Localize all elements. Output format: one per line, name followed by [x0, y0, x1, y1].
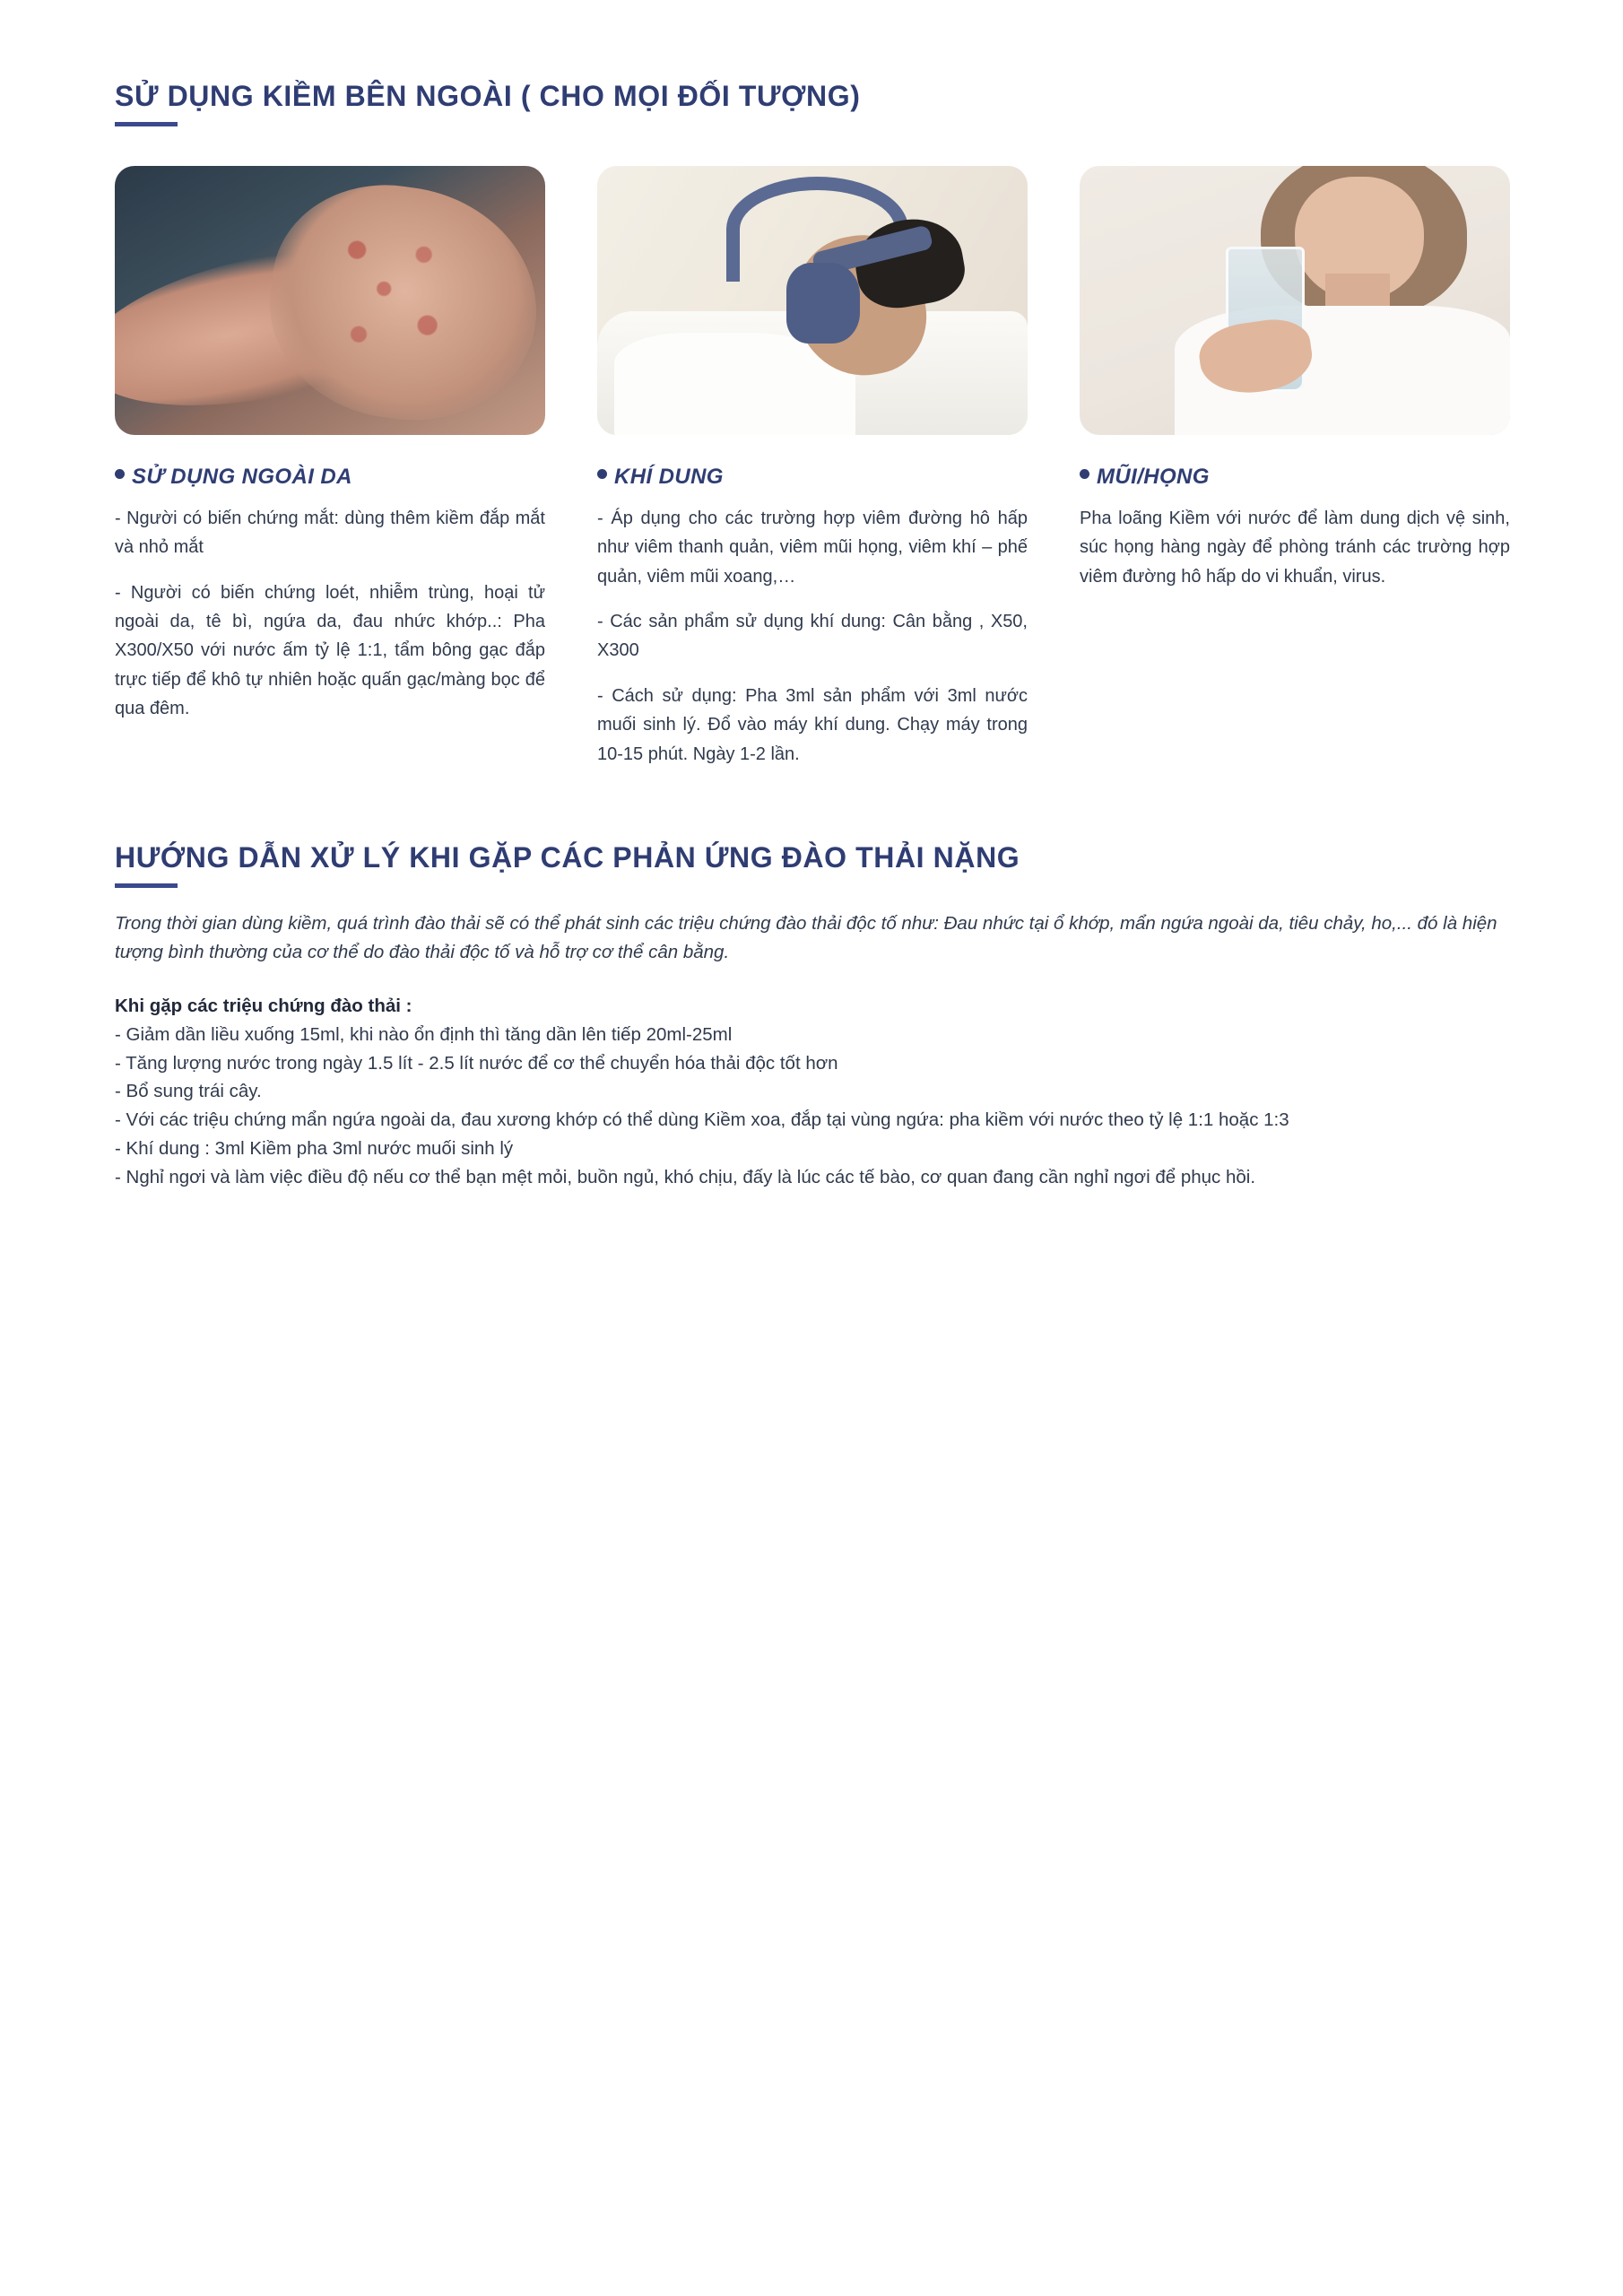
column-nose-throat — [1080, 166, 1510, 785]
column-nose-throat-title — [1080, 465, 1510, 489]
section-two-intro: Trong thời gian dùng kiềm, quá trình đào thải sẽ có thể phát sinh các triệu chứng đào thải độc tố như: Đau nhức tại ổ khớp, mẩn ngứa ngoài da, tiêu chảy, ho,... đó là hiện tượng bình thường của cơ thể do đào thải độc tố và hỗ trợ cơ thể cân bằng. — [115, 913, 1497, 963]
list-item: - Tăng lượng nước trong ngày 1.5 lít - 2.5 lít nước để cơ thể chuyển hóa thải độc tốt hơn — [115, 1052, 838, 1074]
column-skin-paragraph-2: - Người có biến chứng loét, nhiễm trùng, hoại tử ngoài da, tê bì, ngứa da, đau nhức khớp..: Pha X300/X50 với nước ấm tỷ lệ 1:1, tẩm bông gạc đắp trực tiếp để khô tự nhiên hoặc quấn gạc/màng bọc để qua đêm. — [115, 582, 545, 719]
three-column-block — [115, 166, 1514, 785]
column-nose-throat-title-text: MŨI/HỌNG — [1097, 465, 1210, 490]
section-two-lead: Khi gặp các triệu chứng đào thải : — [115, 995, 412, 1016]
column-nebulizer-paragraph-1: - Áp dụng cho các trường hợp viêm đường hô hấp như viêm thanh quản, viêm mũi họng, viêm khí – phế quản, viêm mũi xoang,… — [597, 508, 1028, 587]
list-item: - Với các triệu chứng mẩn ngứa ngoài da, đau xương khớp có thể dùng Kiềm xoa, đắp tại vùng ngứa: pha kiềm với nước theo tỷ lệ 1:1 hoặc 1:3 — [115, 1109, 1289, 1131]
section-two — [115, 840, 1514, 1192]
column-skin-title-text: SỬ DỤNG NGOÀI DA — [132, 465, 352, 490]
column-nose-throat-paragraph-1: Pha loãng Kiềm với nước để làm dung dịch vệ sinh, súc họng hàng ngày để phòng tránh các trường hợp viêm đường hô hấp do vi khuẩn, virus. — [1080, 508, 1510, 587]
section-two-title: HƯỚNG DẪN XỬ LÝ KHI GẶP CÁC PHẢN ỨNG ĐÀO THẢI NẶNG — [115, 840, 1020, 874]
bullet-dot-icon — [597, 469, 607, 479]
cpap-nebulizer-photo — [597, 166, 1028, 435]
list-item: - Khí dung : 3ml Kiềm pha 3ml nước muối sinh lý — [115, 1137, 514, 1159]
column-nebulizer — [597, 166, 1028, 785]
column-nebulizer-paragraph-3: - Cách sử dụng: Pha 3ml sản phẩm với 3ml nước muối sinh lý. Đổ vào máy khí dung. Chạy máy trong 10-15 phút. Ngày 1-2 lần. — [597, 685, 1028, 764]
section-one-header — [115, 79, 1514, 126]
woman-gargling-water-photo — [1080, 166, 1510, 435]
column-nebulizer-title-text: KHÍ DUNG — [614, 465, 724, 490]
list-item: - Nghỉ ngơi và làm việc điều độ nếu cơ thể bạn mệt mỏi, buồn ngủ, khó chịu, đấy là lúc các tế bào, cơ quan đang cần nghỉ ngơi để phục hồi. — [115, 1166, 1256, 1187]
page-title: SỬ DỤNG KIỀM BÊN NGOÀI ( CHO MỌI ĐỐI TƯỢNG) — [115, 80, 861, 112]
column-nebulizer-paragraph-2: - Các sản phẩm sử dụng khí dung: Cân bằng , X50, X300 — [597, 611, 1028, 661]
list-item: - Bổ sung trái cây. — [115, 1081, 262, 1102]
title-underline-rule — [115, 122, 178, 126]
bullet-dot-icon — [115, 469, 125, 479]
title-underline-rule — [115, 883, 178, 888]
list-item: - Giảm dần liều xuống 15ml, khi nào ổn định thì tăng dần lên tiếp 20ml-25ml — [115, 1023, 733, 1045]
column-nebulizer-title — [597, 465, 1028, 489]
section-two-header — [115, 840, 1514, 888]
bullet-dot-icon — [1080, 469, 1089, 479]
column-skin-paragraph-1: - Người có biến chứng mắt: dùng thêm kiềm đắp mắt và nhỏ mắt — [115, 508, 545, 558]
hands-skin-condition-photo — [115, 166, 545, 435]
column-skin — [115, 166, 545, 785]
cpap-mask-shape — [786, 263, 860, 344]
page-content — [115, 79, 1514, 1191]
column-skin-title — [115, 465, 545, 489]
